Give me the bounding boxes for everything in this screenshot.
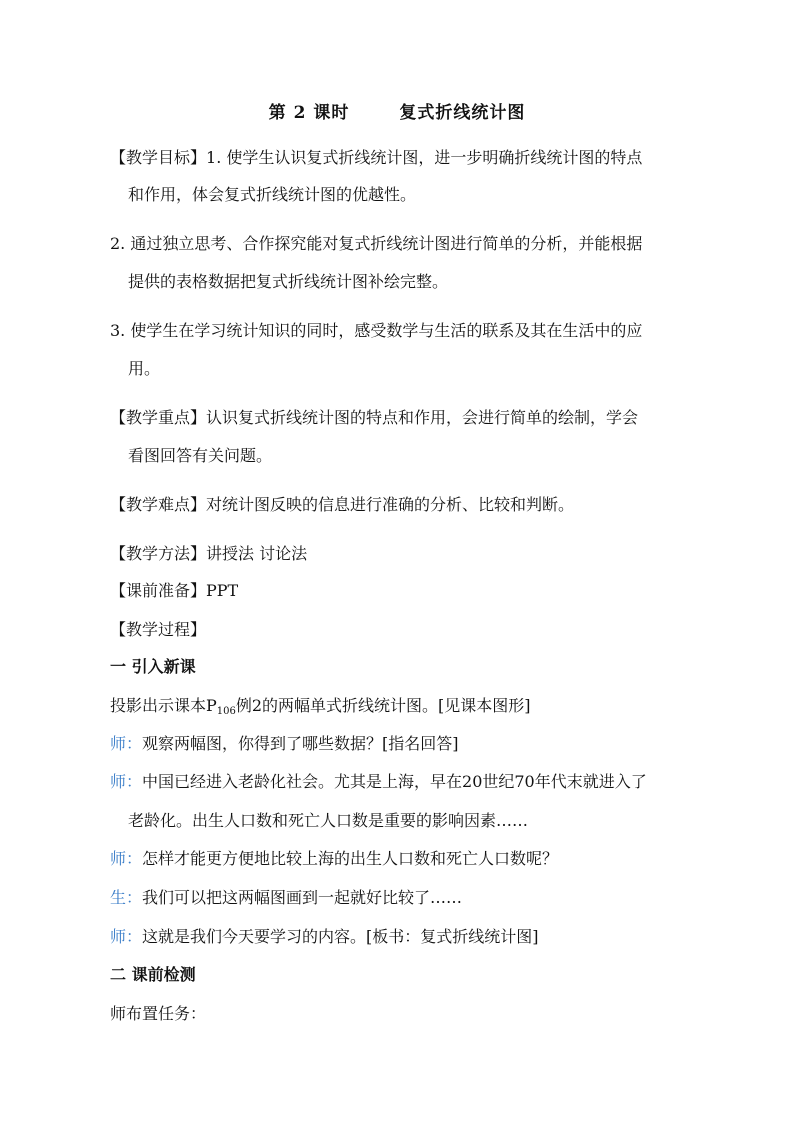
key-points-text: 认识复式折线统计图的特点和作用，会进行简单的绘制，学会 xyxy=(206,408,639,427)
intro-text-post: 例2的两幅单式折线统计图。[见课本图形] xyxy=(235,696,531,715)
objectives-label: 【教学目标】 xyxy=(110,148,207,167)
dialogue-2-continuation: 老龄化。出生人口数和死亡人口数是重要的影响因素…… xyxy=(128,811,529,830)
dialogue-1-text: 观察两幅图，你得到了哪些数据？[指名回答] xyxy=(142,734,459,753)
methods-text: 讲授法 讨论法 xyxy=(206,544,308,563)
difficulties-line xyxy=(110,494,574,516)
dialogue-2-text: 中国已经进入老龄化社会。尤其是上海，早在20世纪70年代末就进入了 xyxy=(142,772,647,791)
dialogue-4-text: 我们可以把这两幅图画到一起就好比较了…… xyxy=(142,888,463,907)
methods-line xyxy=(110,543,307,565)
section-1-intro xyxy=(110,695,531,723)
teacher-speaker: 师： xyxy=(110,927,143,946)
dialogue-1 xyxy=(110,733,459,755)
difficulties-text: 对统计图反映的信息进行准确的分析、比较和判断。 xyxy=(206,495,575,514)
difficulties-label: 【教学难点】 xyxy=(110,495,207,514)
intro-text-pre: 投影出示课本P xyxy=(110,696,217,715)
lesson-title xyxy=(0,98,794,123)
dialogue-5 xyxy=(110,926,539,948)
teacher-speaker: 师： xyxy=(110,772,143,791)
key-points-continuation: 看图回答有关问题。 xyxy=(128,446,273,465)
dialogue-2 xyxy=(110,771,647,793)
dialogue-3 xyxy=(110,848,558,870)
dialogue-5-text: 这就是我们今天要学习的内容。[板书：复式折线统计图] xyxy=(142,927,539,946)
dialogue-3-text: 怎样才能更方便地比较上海的出生人口数和死亡人口数呢？ xyxy=(142,849,559,868)
objective-1-continuation: 和作用，体会复式折线统计图的优越性。 xyxy=(128,185,417,204)
lesson-topic: 复式折线统计图 xyxy=(399,103,526,123)
teacher-speaker: 师： xyxy=(110,734,143,753)
key-points-line-1 xyxy=(110,407,638,429)
preparation-text: PPT xyxy=(206,581,239,600)
objective-3: 3. 使学生在学习统计知识的同时，感受数学与生活的联系及其在生活中的应 xyxy=(110,321,643,340)
objective-2: 2. 通过独立思考、合作探究能对复式折线统计图进行简单的分析，并能根据 xyxy=(110,234,643,253)
objective-2-continuation: 提供的表格数据把复式折线统计图补绘完整。 xyxy=(128,272,449,291)
dialogue-4 xyxy=(110,887,462,909)
process-label: 【教学过程】 xyxy=(110,620,207,639)
key-points-label: 【教学重点】 xyxy=(110,408,207,427)
objective-1-text: 1. 使学生认识复式折线统计图，进一步明确折线统计图的特点 xyxy=(206,148,643,167)
preparation-label: 【课前准备】 xyxy=(110,581,207,600)
student-speaker: 生： xyxy=(110,888,143,907)
methods-label: 【教学方法】 xyxy=(110,544,207,563)
lesson-number: 第 2 课时 xyxy=(268,103,350,123)
objectives-line-1 xyxy=(110,147,642,169)
page-subscript: 106 xyxy=(216,706,236,717)
teacher-speaker: 师： xyxy=(110,849,143,868)
section-2-heading: 二 课前检测 xyxy=(110,965,196,984)
objective-3-continuation: 用。 xyxy=(128,359,161,378)
preparation-line xyxy=(110,580,238,602)
section-2-text: 师布置任务： xyxy=(110,1004,207,1023)
section-1-heading: 一 引入新课 xyxy=(110,657,196,676)
